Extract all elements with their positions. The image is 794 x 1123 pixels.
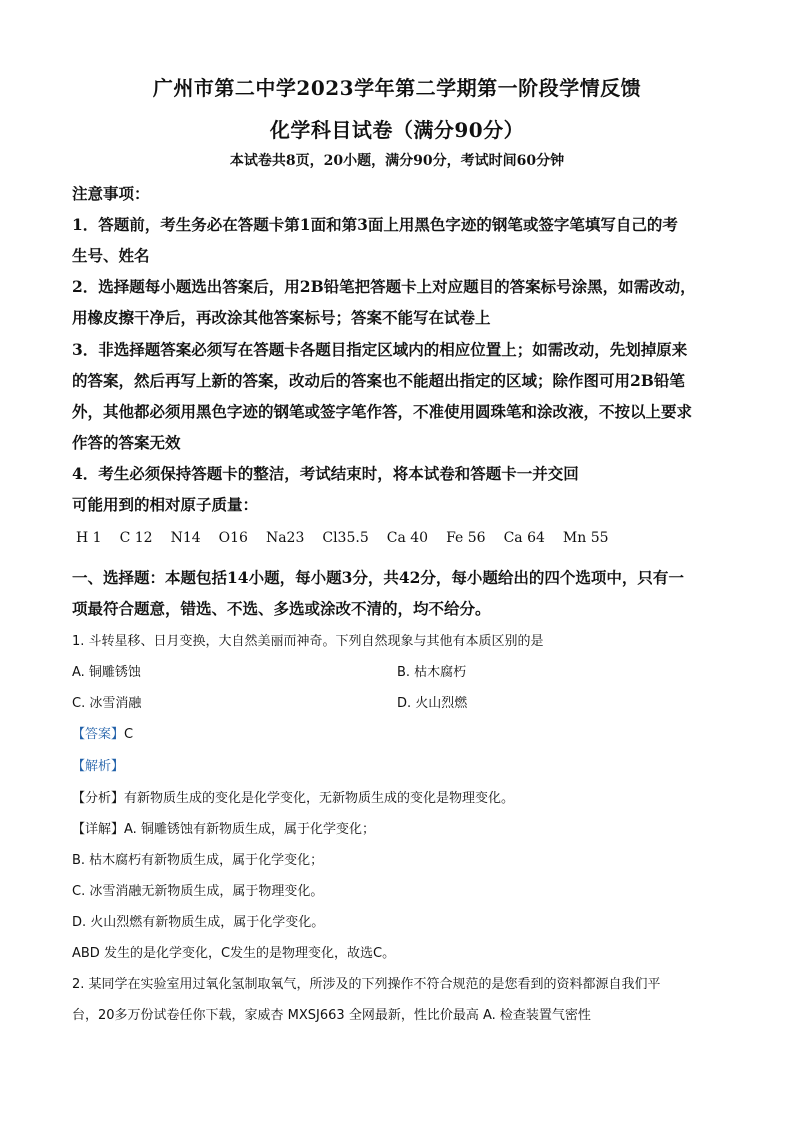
detail-line: C. 冰雪消融无新物质生成，属于物理变化。 bbox=[72, 884, 324, 899]
question1-option-b: B. 枯木腐朽 bbox=[397, 665, 467, 680]
atomic-mass-item: Cl35.5 bbox=[322, 530, 369, 546]
note-line: 用橡皮擦干净后，再改涂其他答案标号；答案不能写在试卷上 bbox=[72, 308, 491, 327]
question2-line2: 台，20多万份试卷任你下载，家威杏 MXSJ663 全网最新，性比价最高 A. 检查装置气密性 bbox=[72, 1008, 591, 1023]
note-line: 生号、姓名 bbox=[72, 246, 150, 265]
question1-option-d: D. 火山烈燃 bbox=[397, 696, 468, 711]
atomic-mass-item: Fe 56 bbox=[446, 530, 486, 546]
atomic-mass-item: Na23 bbox=[265, 530, 305, 546]
exam-title-line1: 广州市第二中学2023学年第二学期第一阶段学情反馈 bbox=[152, 76, 642, 100]
answer-tag: 【答案】 bbox=[72, 727, 125, 742]
question1-stem: 1. 斗转星移、日月变换，大自然美丽而神奇。下列自然现象与其他有本质区别的是 bbox=[72, 634, 544, 649]
atomic-mass-item: N14 bbox=[170, 530, 201, 546]
section1-heading-line1: 一、选择题：本题包括14小题，每小题3分，共42分，每小题给出的四个选项中，只有一 bbox=[72, 568, 684, 587]
atomic-mass-item: Ca 64 bbox=[503, 530, 545, 546]
question1-fenxi bbox=[72, 787, 732, 806]
question2-line1: 2. 某同学在实验室用过氧化氢制取氧气，所涉及的下列操作不符合规范的是您看到的资料都源自我们平 bbox=[72, 977, 661, 992]
note-line: 1．答题前，考生务必在答题卡第1面和第3面上用黑色字迹的钢笔或签字笔填写自己的考 bbox=[72, 215, 678, 234]
exam-subtitle: 本试卷共8页，20小题，满分90分，考试时间60分钟 bbox=[229, 153, 565, 169]
note-line: 外，其他都必须用黑色字迹的钢笔或签字笔作答，不准使用圆珠笔和涂改液，不按以上要求 bbox=[72, 402, 693, 421]
section1-heading-line2: 项最符合题意，错选、不选、多选或涂改不清的，均不给分。 bbox=[72, 599, 491, 618]
question1-option-a: A. 铜雕锈蚀 bbox=[72, 665, 141, 680]
fenxi-tag: 【分析】 bbox=[72, 791, 125, 806]
atomic-mass-item: H 1 bbox=[76, 530, 102, 546]
question1-detail bbox=[72, 818, 732, 837]
atomic-mass-item: Ca 40 bbox=[386, 530, 429, 546]
answer-value: C bbox=[124, 727, 134, 742]
atomic-mass-list bbox=[76, 530, 627, 546]
question1-answer bbox=[72, 723, 732, 742]
exam-title-line2: 化学科目试卷（满分90分） bbox=[269, 118, 525, 142]
analysis-tag: 【解析】 bbox=[72, 759, 125, 774]
detail-line: A. 铜雕锈蚀有新物质生成，属于化学变化； bbox=[124, 822, 375, 837]
detail-line: D. 火山烈燃有新物质生成，属于化学变化。 bbox=[72, 915, 325, 930]
atomic-mass-item: C 12 bbox=[119, 530, 153, 546]
note-line: 4．考生必须保持答题卡的整洁，考试结束时，将本试卷和答题卡一并交回 bbox=[72, 464, 579, 483]
atomic-mass-heading: 可能用到的相对原子质量： bbox=[72, 495, 259, 514]
detail-line: B. 枯木腐朽有新物质生成，属于化学变化； bbox=[72, 853, 324, 868]
note-line: 的答案，然后再写上新的答案，改动后的答案也不能超出指定的区域；除作图可用2B铅笔 bbox=[72, 371, 685, 390]
atomic-mass-item: Mn 55 bbox=[562, 530, 609, 546]
detail-tag: 【详解】 bbox=[72, 822, 125, 837]
question1-analysis-heading bbox=[72, 755, 732, 774]
atomic-mass-item: O16 bbox=[218, 530, 248, 546]
detail-conclusion: ABD 发生的是化学变化，C发生的是物理变化，故选C。 bbox=[72, 946, 396, 961]
note-line: 2．选择题每小题选出答案后，用2B铅笔把答题卡上对应题目的答案标号涂黑，如需改动， bbox=[72, 277, 696, 296]
fenxi-text: 有新物质生成的变化是化学变化，无新物质生成的变化是物理变化。 bbox=[124, 791, 515, 806]
note-line: 3．非选择题答案必须写在答题卡各题目指定区域内的相应位置上；如需改动，先划掉原来 bbox=[72, 340, 688, 359]
notes-heading: 注意事项： bbox=[72, 184, 150, 203]
question1-option-c: C. 冰雪消融 bbox=[72, 696, 142, 711]
note-line: 作答的答案无效 bbox=[72, 433, 181, 452]
